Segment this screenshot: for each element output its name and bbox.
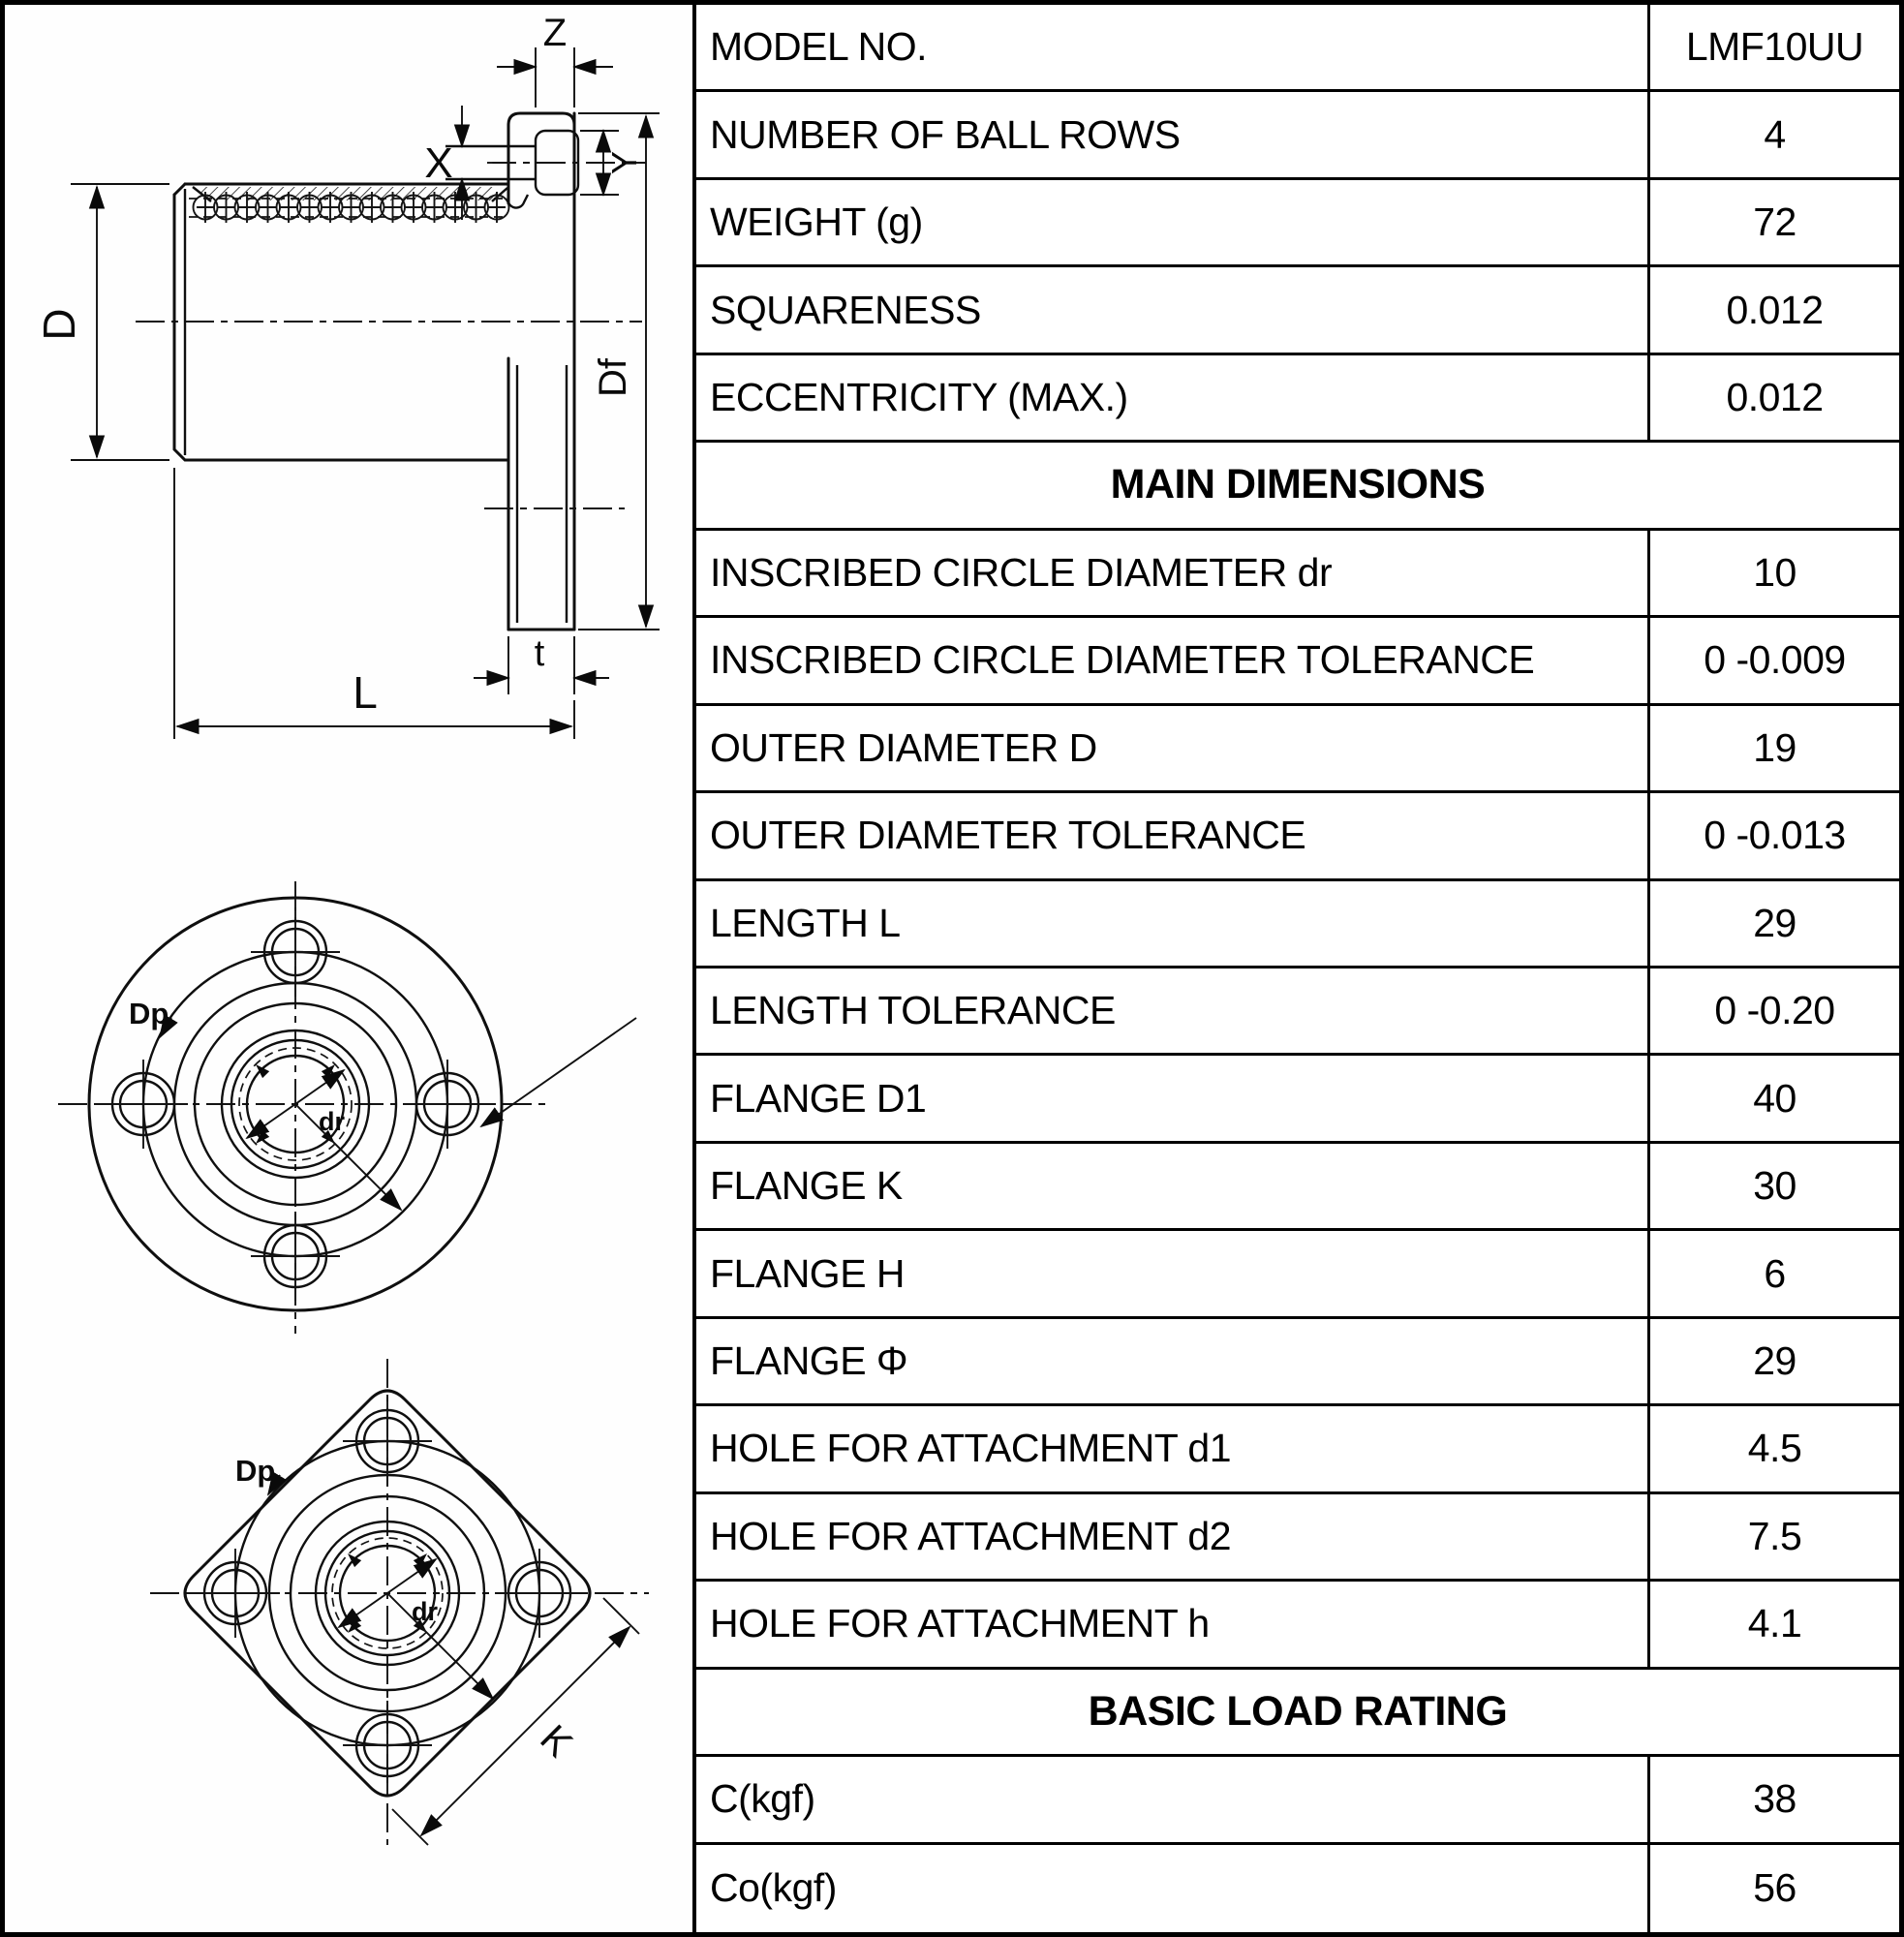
row-value: 38 <box>1647 1757 1899 1841</box>
table-row <box>696 881 1899 968</box>
dim-label-k: K <box>532 1716 581 1766</box>
bolt-hole <box>343 1701 432 1790</box>
bolt-hole <box>343 1397 432 1486</box>
row-label: MODEL NO. <box>710 24 928 70</box>
dim-label-dp-square: Dp <box>235 1454 276 1488</box>
dim-label-y: Y <box>604 150 644 175</box>
row-label: FLANGE Φ <box>710 1338 908 1384</box>
section-header: MAIN DIMENSIONS <box>1110 461 1486 508</box>
dim-label-d: D <box>34 308 84 341</box>
dim-label-x: X <box>424 139 453 187</box>
dim-l <box>174 468 574 739</box>
dim-label-dr-square: dr <box>412 1597 438 1626</box>
row-label: HOLE FOR ATTACHMENT h <box>710 1601 1210 1646</box>
row-value: 0 -0.009 <box>1647 618 1899 702</box>
bearing-diagram <box>5 5 692 1932</box>
row-label: Co(kgf) <box>710 1865 837 1911</box>
row-value: 72 <box>1647 180 1899 264</box>
row-label: FLANGE D1 <box>710 1075 927 1121</box>
dim-label-dr-round: dr <box>319 1107 345 1136</box>
table-row <box>696 1757 1899 1844</box>
row-value: 56 <box>1647 1845 1899 1932</box>
table-row <box>696 92 1899 179</box>
table-row <box>696 706 1899 793</box>
bolt-hole <box>191 1549 280 1638</box>
dim-t <box>474 633 609 694</box>
round-flange-view <box>58 881 636 1334</box>
table-row <box>696 618 1899 705</box>
table-section-row <box>696 443 1899 530</box>
side-section-view <box>34 12 660 739</box>
row-label: OUTER DIAMETER TOLERANCE <box>710 813 1306 858</box>
table-section-row <box>696 1670 1899 1757</box>
table-row <box>696 968 1899 1056</box>
dim-label-dp-round: Dp <box>129 997 169 1030</box>
spec-table <box>692 5 1899 1932</box>
table-row <box>696 267 1899 354</box>
row-label: INSCRIBED CIRCLE DIAMETER dr <box>710 549 1333 595</box>
drawings-panel <box>5 5 692 1932</box>
section-header: BASIC LOAD RATING <box>1088 1687 1508 1735</box>
row-value: 29 <box>1647 881 1899 966</box>
table-row <box>696 180 1899 267</box>
row-value: 4 <box>1647 92 1899 176</box>
dim-label-l: L <box>353 667 378 718</box>
row-value: 19 <box>1647 706 1899 790</box>
table-row <box>696 793 1899 880</box>
row-label: NUMBER OF BALL ROWS <box>710 111 1181 157</box>
row-value: 0 -0.20 <box>1647 968 1899 1053</box>
row-label: FLANGE K <box>710 1163 903 1209</box>
row-label: FLANGE H <box>710 1250 906 1296</box>
table-row <box>696 1406 1899 1493</box>
row-value: 4.1 <box>1647 1582 1899 1666</box>
table-row <box>696 1582 1899 1669</box>
square-flange-view <box>150 1359 649 1845</box>
row-label: SQUARENESS <box>710 287 981 332</box>
row-value: 29 <box>1647 1319 1899 1403</box>
dim-z <box>497 12 613 108</box>
bolt-hole <box>403 1060 492 1149</box>
row-label: HOLE FOR ATTACHMENT d1 <box>710 1426 1232 1471</box>
row-value: 0 -0.013 <box>1647 793 1899 877</box>
row-label: ECCENTRICITY (MAX.) <box>710 375 1128 420</box>
row-value: 40 <box>1647 1056 1899 1140</box>
table-row <box>696 1319 1899 1406</box>
row-value: 6 <box>1647 1231 1899 1315</box>
table-row <box>696 531 1899 618</box>
row-value: 0.012 <box>1647 267 1899 352</box>
row-label: INSCRIBED CIRCLE DIAMETER TOLERANCE <box>710 637 1535 683</box>
row-label: HOLE FOR ATTACHMENT d2 <box>710 1513 1232 1558</box>
dim-df <box>578 113 660 630</box>
dim-label-z: Z <box>542 12 568 54</box>
bolt-hole <box>251 907 340 997</box>
table-row <box>696 1845 1899 1932</box>
row-label: WEIGHT (g) <box>710 200 923 245</box>
row-value: 30 <box>1647 1144 1899 1228</box>
row-value: LMF10UU <box>1647 5 1899 89</box>
row-label: C(kgf) <box>710 1776 815 1822</box>
dim-label-t: t <box>534 633 545 674</box>
row-label: LENGTH L <box>710 900 901 945</box>
table-row <box>696 5 1899 92</box>
row-value: 4.5 <box>1647 1406 1899 1491</box>
bolt-hole <box>495 1549 584 1638</box>
table-row <box>696 355 1899 443</box>
row-label: OUTER DIAMETER D <box>710 724 1097 770</box>
row-value: 7.5 <box>1647 1494 1899 1579</box>
row-value: 0.012 <box>1647 355 1899 440</box>
table-row <box>696 1056 1899 1143</box>
row-value: 10 <box>1647 531 1899 615</box>
table-row <box>696 1144 1899 1231</box>
bolt-hole <box>251 1212 340 1301</box>
dim-label-df: Df <box>592 358 634 397</box>
table-row <box>696 1494 1899 1582</box>
bolt-hole <box>99 1060 188 1149</box>
row-label: LENGTH TOLERANCE <box>710 988 1116 1033</box>
table-row <box>696 1231 1899 1318</box>
